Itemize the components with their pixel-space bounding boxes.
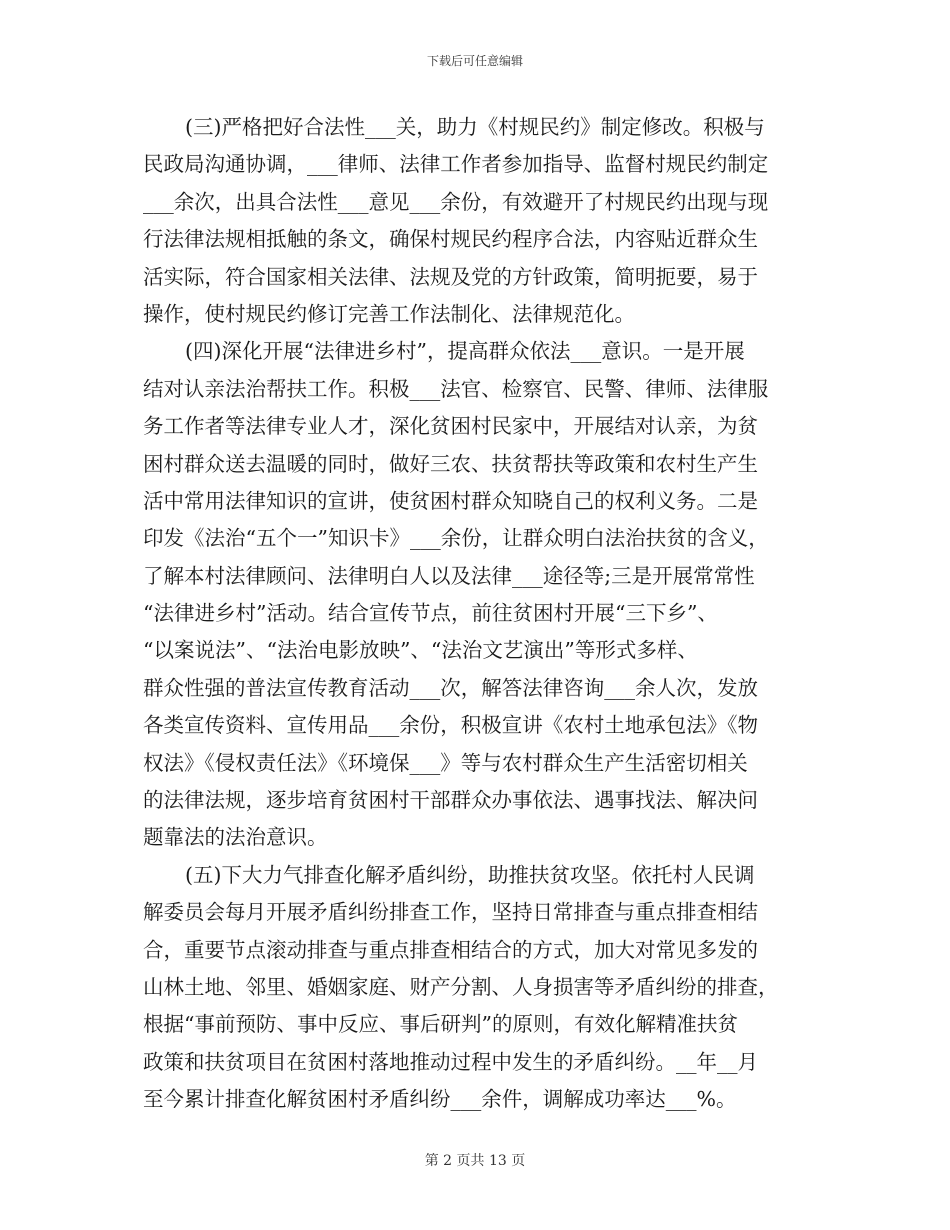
paragraph-line: 政策和扶贫项目在贫困村落地推动过程中发生的矛盾纠纷。__年__月 [143,1049,758,1074]
paragraph-line: 至今累计排查化解贫困村矛盾纠纷___余件，调解成功率达___%。 [143,1087,737,1112]
paragraph-line: 解委员会每月开展矛盾纠纷排查工作，坚持日常排查与重点排查相结 [143,900,758,925]
paragraph-line: 山林土地、邻里、婚姻家庭、财产分割、人身损害等矛盾纠纷的排查， [143,974,779,999]
paragraph-3 [143,857,813,1119]
paragraph-line: 了解本村法律顾问、法律明白人以及法律___途径等;三是开展常常性 [143,563,755,588]
paragraph-line: 合，重要节点滚动排查与重点排查相结合的方式，加大对常见多发的 [143,937,758,962]
paragraph-line: (四)深化开展“法律进乡村”，提高群众依法___意识。一是开展 [185,339,745,364]
paragraph-line: 活实际，符合国家相关法律、法规及党的方针政策，简明扼要，易于 [143,264,758,289]
paragraph-line: 务工作者等法律专业人才，深化贫困村民家中，开展结对认亲，为贫 [143,414,758,439]
paragraph-line: “法律进乡村”活动。结合宣传节点，前往贫困村开展“三下乡”、 [143,601,718,626]
paragraph-line: (五)下大力气排查化解矛盾纠纷，助推扶贫攻坚。依托村人民调 [185,862,755,887]
paragraph-line: 困村群众送去温暖的同时，做好三农、扶贫帮扶等政策和农村生产生 [143,451,758,476]
page-number-footer: 第 2 页共 13 页 [424,1153,526,1169]
paragraph-line: 结对认亲法治帮扶工作。积极___法官、检察官、民警、律师、法律服 [143,376,769,401]
paragraph-line: 的法律法规，逐步培育贫困村干部群众办事依法、遇事找法、解决问 [143,788,758,813]
paragraph-2 [143,333,813,856]
paragraph-line: 印发《法治“五个一”知识卡》___余份，让群众明白法治扶贫的含义， [143,526,769,551]
paragraph-line: 活中常用法律知识的宣讲，使贫困村群众知晓自己的权利义务。二是 [143,488,758,513]
page-header: 下载后可任意编辑 [426,54,523,68]
paragraph-line: 操作，使村规民约修订完善工作法制化、法律规范化。 [143,301,635,326]
paragraph-1 [143,109,813,333]
paragraph-line: 题靠法的法治意识。 [143,825,328,850]
paragraph-line: 群众性强的普法宣传教育活动___次，解答法律咨询___余人次，发放 [143,675,758,700]
paragraph-line: “以案说法”、“法治电影放映”、“法治文艺演出”等形式多样、 [143,638,698,663]
paragraph-line: 行法律法规相抵触的条文，确保村规民约程序合法，内容贴近群众生 [143,227,758,252]
document-body [143,109,813,1119]
paragraph-line: ___余次，出具合法性___意见___余份，有效避开了村规民约出现与现 [143,189,769,214]
paragraph-line: 权法》《侵权责任法》《环境保___》等与农村群众生产生活密切相关 [143,750,748,775]
paragraph-line: 根据“事前预防、事中反应、事后研判”的原则，有效化解精准扶贫 [143,1012,738,1037]
paragraph-line: 各类宣传资料、宣传用品___余份，积极宣讲《农村土地承包法》《物 [143,713,758,738]
paragraph-line: (三)严格把好合法性___关，助力《村规民约》制定修改。积极与 [185,115,765,139]
paragraph-line: 民政局沟通协调，___律师、法律工作者参加指导、监督村规民约制定 [143,152,769,177]
